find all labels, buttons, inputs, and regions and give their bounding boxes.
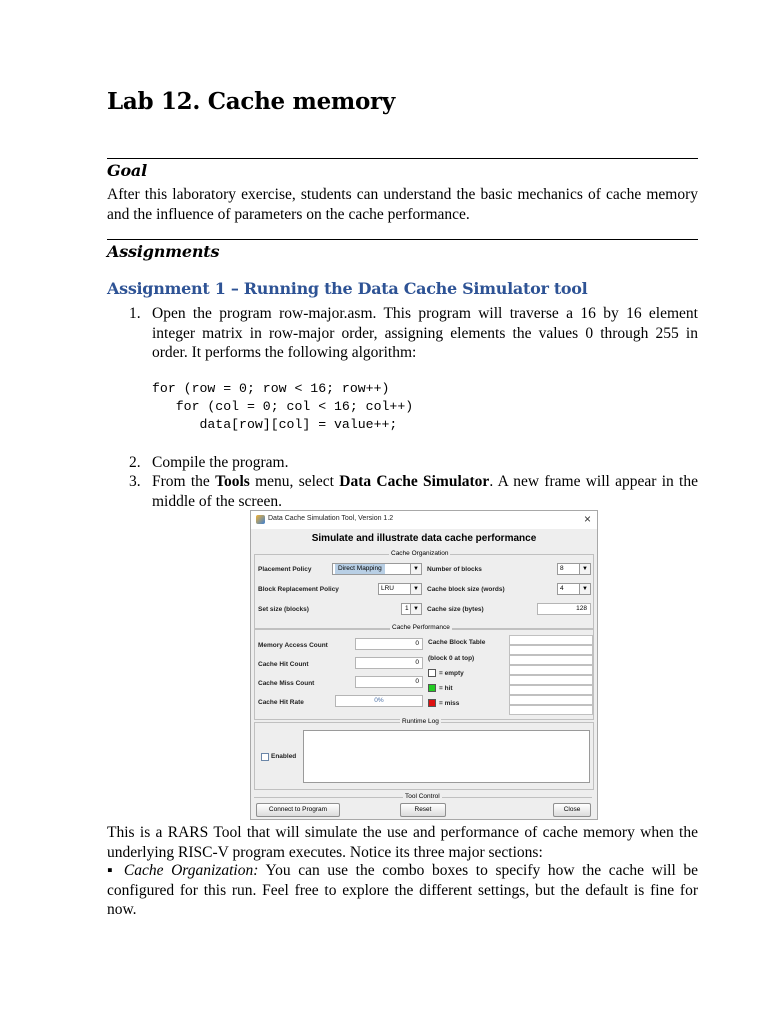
cache-hit-count-label: Cache Hit Count bbox=[258, 661, 309, 668]
cache-block-row bbox=[509, 685, 593, 695]
list-text: Compile the program. bbox=[152, 454, 289, 471]
cache-block-row bbox=[509, 675, 593, 685]
divider bbox=[107, 158, 698, 159]
divider bbox=[107, 239, 698, 240]
empty-legend-label: = empty bbox=[439, 670, 464, 677]
text-run: . A new frame will appear in the middle of the screen. bbox=[152, 473, 698, 510]
list-item bbox=[129, 472, 698, 511]
app-icon bbox=[256, 515, 265, 524]
cache-block-row bbox=[509, 655, 593, 665]
select-value: 1 bbox=[405, 605, 409, 612]
cache-miss-count-label: Cache Miss Count bbox=[258, 680, 315, 687]
group-label: Tool Control bbox=[405, 793, 440, 800]
goal-paragraph: After this laboratory exercise, students can understand the basic mechanics of cache memory and the influence of parameters on the cache performance. bbox=[107, 186, 698, 223]
cache-block-row bbox=[509, 635, 593, 645]
close-icon[interactable]: × bbox=[583, 512, 591, 526]
enabled-checkbox[interactable] bbox=[261, 753, 269, 761]
hit-legend-label: = hit bbox=[439, 685, 453, 692]
tool-description-paragraph: This is a RARS Tool that will simulate the use and performance of cache memory when the underlying RISC-V program executes. Notice its three major sections: bbox=[107, 824, 698, 861]
list-text bbox=[152, 472, 698, 511]
set-size-label: Set size (blocks) bbox=[258, 606, 309, 613]
block-size-label: Cache block size (words) bbox=[427, 586, 505, 593]
replacement-policy-select[interactable] bbox=[378, 583, 422, 595]
group-label: Runtime Log bbox=[402, 718, 439, 725]
cache-miss-count-field: 0 bbox=[355, 676, 423, 688]
code-block: for (row = 0; row < 16; row++) for (col = 0; col < 16; col++) data[row][col] = value++; bbox=[152, 381, 414, 432]
window-titlebar bbox=[251, 511, 597, 529]
cache-block-row bbox=[509, 705, 593, 715]
close-button[interactable]: Close bbox=[553, 803, 591, 817]
cache-block-row bbox=[509, 665, 593, 675]
chevron-down-icon: ▼ bbox=[410, 584, 421, 594]
cache-hit-rate-bar: 0% bbox=[335, 695, 423, 707]
memory-access-count-label: Memory Access Count bbox=[258, 642, 328, 649]
block-size-select[interactable] bbox=[557, 583, 591, 595]
miss-legend-swatch bbox=[428, 699, 436, 707]
bullet-term: Cache Organization: bbox=[123, 862, 259, 879]
number-of-blocks-label: Number of blocks bbox=[427, 566, 482, 573]
connect-to-program-button[interactable]: Connect to Program bbox=[256, 803, 340, 817]
list-number: 3. bbox=[129, 473, 141, 490]
cache-block-row bbox=[509, 645, 593, 655]
tools-menu-name: Tools bbox=[215, 473, 250, 490]
set-size-select[interactable] bbox=[401, 603, 422, 615]
cache-size-field: 128 bbox=[537, 603, 591, 615]
select-value: Direct Mapping bbox=[335, 564, 385, 574]
runtime-log-textarea[interactable] bbox=[303, 730, 590, 783]
chevron-down-icon: ▼ bbox=[579, 564, 590, 574]
page-title: Lab 12. Cache memory bbox=[107, 88, 395, 115]
window-title: Data Cache Simulation Tool, Version 1.2 bbox=[268, 515, 394, 522]
enabled-label: Enabled bbox=[271, 753, 297, 760]
bullet-cache-organization bbox=[107, 861, 698, 920]
cache-block-row bbox=[509, 695, 593, 705]
cache-block-table-sublabel: (block 0 at top) bbox=[428, 655, 475, 662]
select-value: 8 bbox=[560, 565, 564, 572]
cache-block-table-label: Cache Block Table bbox=[428, 639, 486, 646]
list-text: Open the program row-major.asm. This program will traverse a 16 by 16 element integer matrix in row-major order, assigning elements the values 0 through 255 in order. It performs the following algorithm: bbox=[152, 305, 698, 361]
select-value: 4 bbox=[560, 585, 564, 592]
cache-size-label: Cache size (bytes) bbox=[427, 606, 484, 613]
select-value: LRU bbox=[381, 585, 395, 592]
placement-policy-label: Placement Policy bbox=[258, 566, 312, 573]
reset-button[interactable]: Reset bbox=[400, 803, 446, 817]
text-run: menu, select bbox=[249, 473, 340, 490]
text-run: From the bbox=[152, 473, 216, 490]
chevron-down-icon: ▼ bbox=[410, 604, 421, 614]
list-item bbox=[129, 304, 698, 363]
replacement-policy-label: Block Replacement Policy bbox=[258, 586, 339, 593]
hit-legend-swatch bbox=[428, 684, 436, 692]
group-label: Cache Organization bbox=[391, 550, 449, 557]
group-label: Cache Performance bbox=[392, 624, 450, 631]
cache-hit-count-field: 0 bbox=[355, 657, 423, 669]
cache-simulator-window bbox=[250, 510, 598, 820]
cache-hit-rate-label: Cache Hit Rate bbox=[258, 699, 304, 706]
miss-legend-label: = miss bbox=[439, 700, 460, 707]
tool-heading: Simulate and illustrate data cache performance bbox=[311, 533, 537, 544]
bullet-text: You can use the combo boxes to specify how the cache will be configured for this run. Feel free to explore the different settings, but the default is fine for now. bbox=[107, 862, 699, 918]
empty-legend-swatch bbox=[428, 669, 436, 677]
list-number: 2. bbox=[129, 454, 141, 471]
goal-heading: Goal bbox=[107, 161, 147, 180]
chevron-down-icon: ▼ bbox=[410, 564, 421, 574]
placement-policy-select[interactable] bbox=[332, 563, 422, 575]
assignments-heading: Assignments bbox=[107, 242, 220, 261]
list-item bbox=[129, 453, 698, 473]
number-of-blocks-select[interactable] bbox=[557, 563, 591, 575]
assignment1-heading: Assignment 1 – Running the Data Cache Simulator tool bbox=[107, 279, 588, 298]
list-number: 1. bbox=[129, 305, 141, 322]
tool-name: Data Cache Simulator bbox=[339, 473, 490, 490]
chevron-down-icon: ▼ bbox=[579, 584, 590, 594]
bullet-marker: ▪ bbox=[107, 862, 117, 879]
memory-access-count-field: 0 bbox=[355, 638, 423, 650]
